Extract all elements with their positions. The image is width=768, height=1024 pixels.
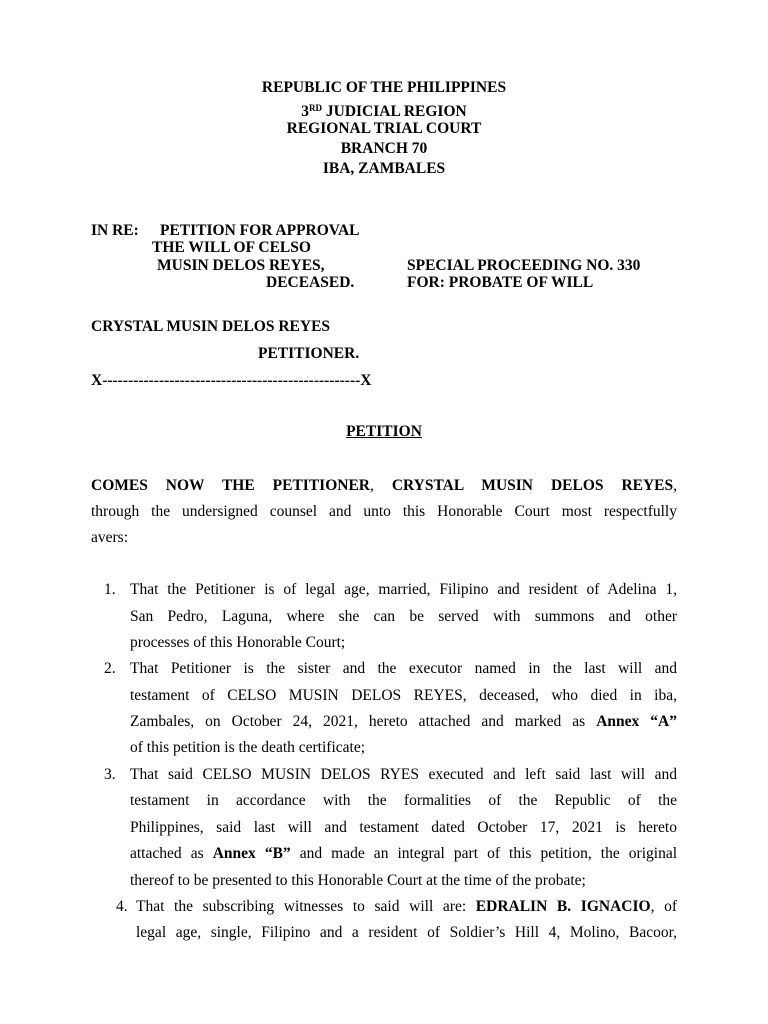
case-number: SPECIAL PROCEEDING NO. 330: [407, 257, 641, 274]
header-republic: REPUBLIC OF THE PHILIPPINES: [261, 79, 507, 96]
annex-a-label: Annex “A”: [596, 713, 677, 730]
item-number: 3.: [104, 766, 116, 783]
caption-line-1: PETITION FOR APPROVAL: [160, 222, 360, 239]
item-3-line-4: attached as Annex “B” and made an integral part of this petition, the original: [130, 845, 678, 862]
item-3-line-5: thereof to be presented to this Honorable Court at the time of the probate;: [130, 872, 586, 889]
petitioner-role: PETITIONER.: [258, 345, 360, 362]
intro-line-2: through the undersigned counsel and unto this Honorable Court most respectfully: [91, 503, 677, 520]
document-title: PETITION: [346, 423, 422, 440]
intro-line-3: avers:: [91, 529, 129, 546]
caption-separator: X--------------------------------------------------X: [91, 372, 372, 389]
annex-b-label: Annex “B”: [212, 845, 291, 862]
item-3-line-3: Philippines, said last will and testament dated October 17, 2021 is hereto: [130, 819, 677, 836]
item-1-line-3: processes of this Honorable Court;: [130, 634, 346, 651]
item-2-line-4: of this petition is the death certificate;: [130, 739, 366, 756]
header-branch: BRANCH 70: [340, 140, 428, 157]
item-number: 1.: [104, 581, 116, 598]
item-4-line-2: legal age, single, Filipino and a resident of Soldier’s Hill 4, Molino, Bacoor,: [136, 924, 677, 941]
item-2-line-3: Zambales, on October 24, 2021, hereto attached and marked as Annex “A”: [130, 713, 677, 730]
header-location: IBA, ZAMBALES: [322, 160, 446, 177]
item-2-line-2: testament of CELSO MUSIN DELOS REYES, deceased, who died in iba,: [130, 687, 677, 704]
petitioner-name: CRYSTAL MUSIN DELOS REYES: [91, 318, 331, 335]
caption-line-4: DECEASED.: [266, 274, 355, 291]
caption-line-3: MUSIN DELOS REYES,: [157, 257, 325, 274]
caption-in-re: IN RE:: [91, 222, 139, 239]
item-1-line-1: That the Petitioner is of legal age, married, Filipino and resident of Adelina 1,: [130, 581, 677, 598]
witness-name: EDRALIN B. IGNACIO: [475, 898, 651, 915]
item-4-line-1: That the subscribing witnesses to said will are: EDRALIN B. IGNACIO, of: [136, 898, 677, 915]
item-number: 2.: [104, 660, 116, 677]
header-judicial-region: 3RD JUDICIAL REGION: [301, 103, 467, 120]
item-1-line-2: San Pedro, Laguna, where she can be served with summons and other: [130, 608, 677, 625]
header-court: REGIONAL TRIAL COURT: [286, 120, 482, 137]
caption-line-2: THE WILL OF CELSO: [152, 239, 311, 256]
item-3-line-2: testament in accordance with the formalities of the Republic of the: [130, 792, 677, 809]
item-2-line-1: That Petitioner is the sister and the executor named in the last will and: [130, 660, 677, 677]
item-number: 4.: [116, 898, 128, 915]
item-3-line-1: That said CELSO MUSIN DELOS RYES executed and left said last will and: [130, 766, 677, 783]
case-type: FOR: PROBATE OF WILL: [407, 274, 594, 291]
intro-line-1: COMES NOW THE PETITIONER, CRYSTAL MUSIN DELOS REYES,: [91, 477, 678, 494]
